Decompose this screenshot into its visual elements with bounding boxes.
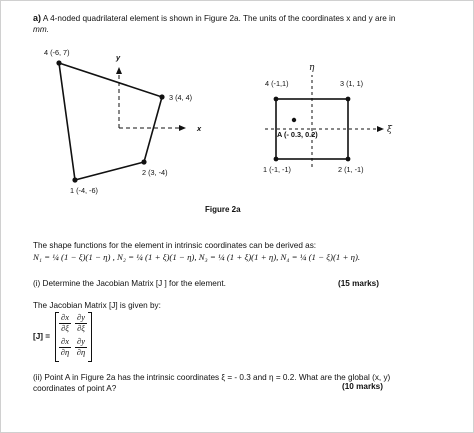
jacobian-lhs: [J] =	[33, 332, 51, 341]
node-1-label: 1 (-4, -6)	[70, 186, 98, 195]
point-a-label: A (- 0.3, 0.2)	[277, 130, 318, 139]
cell-r1c2-den: ∂ξ	[77, 323, 85, 333]
jacobian-intro: The Jacobian Matrix [J] is given by:	[33, 301, 161, 310]
cell-r2c1-den: ∂η	[60, 347, 70, 357]
eta-axis-label: η	[309, 63, 315, 73]
question-line-1	[33, 13, 395, 24]
x-axis-label: x	[197, 124, 202, 133]
xi-axis-label: ξ	[387, 125, 392, 135]
xi-axis-arrow	[377, 126, 384, 132]
nat-node-2-dot	[346, 157, 351, 162]
y-axis-label: y	[116, 53, 121, 62]
node-4-dot	[56, 60, 61, 65]
nat-node-3-label: 3 (1, 1)	[340, 79, 364, 88]
question-text: A 4-noded quadrilateral element is shown in Figure 2a. The units of the coordinates x and y are in	[42, 14, 396, 23]
jacobian-matrix	[46, 312, 96, 360]
nat-node-2-label: 2 (1, -1)	[338, 165, 364, 174]
nat-node-3-dot	[346, 97, 351, 102]
part-ii-line-1: (ii) Point A in Figure 2a has the intrinsic coordinates ξ = - 0.3 and η = 0.2. What are the global (x, y)	[33, 373, 391, 382]
part-i-text: (i) Determine the Jacobian Matrix [J ] for the element.	[33, 279, 226, 288]
shape-function-n2: N₂ = ¼ (1 + ξ)(1 − η),	[116, 252, 197, 262]
node-2-dot	[141, 159, 146, 164]
nat-node-4-dot	[274, 97, 279, 102]
cell-r2c2-den: ∂η	[76, 347, 86, 357]
part-i-marks: (15 marks)	[338, 279, 379, 288]
figure-global-element	[40, 40, 230, 200]
y-axis-arrow	[116, 67, 122, 74]
x-axis-arrow	[179, 125, 186, 131]
question-label: a)	[33, 13, 42, 23]
shape-function-n4: N₄ = ¼ (1 − ξ)(1 + η).	[280, 252, 361, 262]
shape-functions-equation	[33, 252, 360, 263]
question-line-2: mm.	[33, 25, 49, 34]
cell-r1c1-num: ∂x	[61, 312, 69, 322]
nat-node-1-label: 1 (-1, -1)	[263, 165, 291, 174]
nat-node-1-dot	[274, 157, 279, 162]
point-a-dot	[292, 118, 296, 122]
node-3-label: 3 (4, 4)	[169, 93, 193, 102]
figure-caption: Figure 2a	[205, 205, 241, 214]
cell-r1c2-num: ∂y	[77, 312, 85, 322]
node-1-dot	[72, 177, 77, 182]
node-4-label: 4 (-6, 7)	[44, 48, 70, 57]
cell-r2c2-num: ∂y	[77, 336, 85, 346]
shape-function-n3: N₃ = ¼ (1 + ξ)(1 + η),	[198, 252, 279, 262]
node-3-dot	[159, 94, 164, 99]
shape-functions-intro: The shape functions for the element in intrinsic coordinates can be derived as:	[33, 241, 317, 250]
part-ii-line-2: coordinates of point A?	[33, 384, 117, 393]
shape-function-n1: N₁ = ¼ (1 − ξ)(1 − η) ,	[33, 252, 115, 262]
nat-node-4-label: 4 (-1,1)	[265, 79, 289, 88]
cell-r2c1-num: ∂x	[61, 336, 69, 346]
node-2-label: 2 (3, -4)	[142, 168, 168, 177]
cell-r1c1-den: ∂ξ	[61, 323, 69, 333]
part-ii-marks: (10 marks)	[342, 382, 383, 391]
figure-natural-element	[255, 55, 405, 175]
